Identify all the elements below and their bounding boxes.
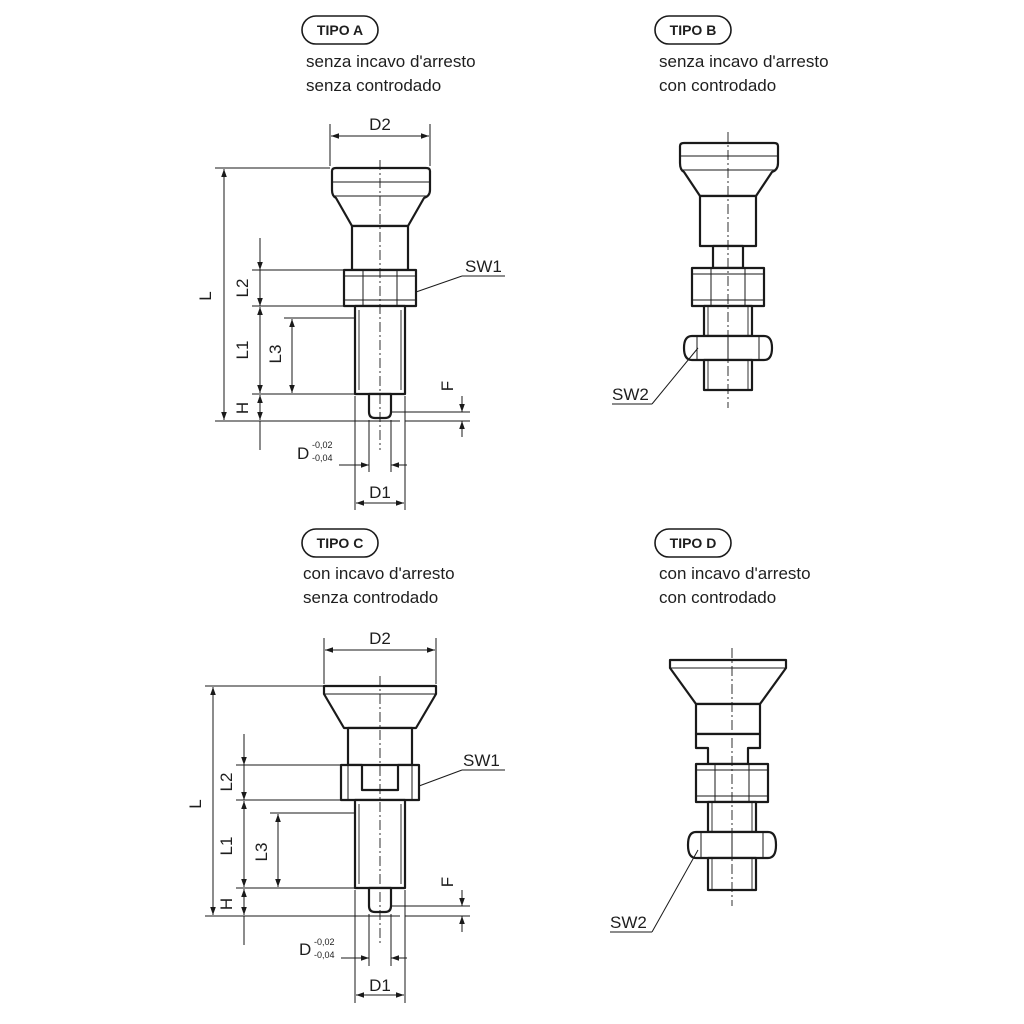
tipo-c-tag: TIPO C [316, 535, 364, 551]
tipo-d-dim-sw2: SW2 [610, 913, 647, 932]
tipo-c-dim-l: L [186, 799, 205, 809]
tipo-c-line2: senza controdado [303, 588, 439, 607]
tipo-c-dim-l2: L2 [217, 772, 236, 792]
tipo-c-dim-f: F [438, 876, 457, 888]
tipo-b-dim-sw2: SW2 [612, 385, 649, 404]
tipo-c-pin [324, 676, 436, 944]
tipo-c-dim-d2: D2 [369, 629, 391, 648]
tipo-a-dim-l3: L3 [266, 344, 285, 364]
tipo-a-line2: senza controdado [306, 76, 442, 95]
tipo-c-dim-h: H [217, 897, 236, 911]
tipo-c-line1: con incavo d'arresto [303, 564, 455, 583]
tipo-d-pin [670, 648, 786, 906]
panel-tipo-d [610, 529, 811, 932]
panel-tipo-a [196, 16, 505, 510]
tipo-a-dim-sw1: SW1 [465, 257, 502, 276]
tipo-a-dim-d-tol-lower: -0,04 [312, 453, 333, 463]
tipo-a-dim-l2: L2 [233, 278, 252, 298]
tipo-c-dim-d1: D1 [369, 976, 391, 995]
panel-tipo-b [612, 16, 829, 408]
tipo-a-dim-h: H [233, 401, 252, 415]
tipo-a-dim-d2: D2 [369, 115, 391, 134]
tipo-a-dim-f: F [438, 380, 457, 392]
tipo-b-tag: TIPO B [669, 22, 717, 38]
tipo-d-tag: TIPO D [669, 535, 717, 551]
tipo-c-dim-l3: L3 [252, 842, 271, 862]
tipo-a-pin [332, 160, 430, 450]
tipo-a-dim-l1: L1 [233, 340, 252, 360]
tipo-c-dim-l1: L1 [217, 836, 236, 856]
tipo-b-line1: senza incavo d'arresto [659, 52, 829, 71]
tipo-a-dim-d1: D1 [369, 483, 391, 502]
tipo-a-dim-d-tol-upper: -0,02 [312, 440, 333, 450]
tipo-c-dim-d-tol-upper: -0,02 [314, 937, 335, 947]
tipo-b-pin [680, 132, 778, 408]
tipo-a-tag: TIPO A [316, 22, 364, 38]
tipo-a-line1: senza incavo d'arresto [306, 52, 476, 71]
tipo-c-dim-d: D [299, 940, 312, 959]
tipo-c-dim-d-tol-lower: -0,04 [314, 950, 335, 960]
tipo-a-dim-d: D [297, 444, 310, 463]
panel-tipo-c [186, 529, 505, 1003]
tipo-d-line2: con controdado [659, 588, 777, 607]
tipo-b-line2: con controdado [659, 76, 777, 95]
tipo-a-dim-l: L [196, 291, 215, 301]
tipo-d-line1: con incavo d'arresto [659, 564, 811, 583]
tipo-c-dim-sw1: SW1 [463, 751, 500, 770]
